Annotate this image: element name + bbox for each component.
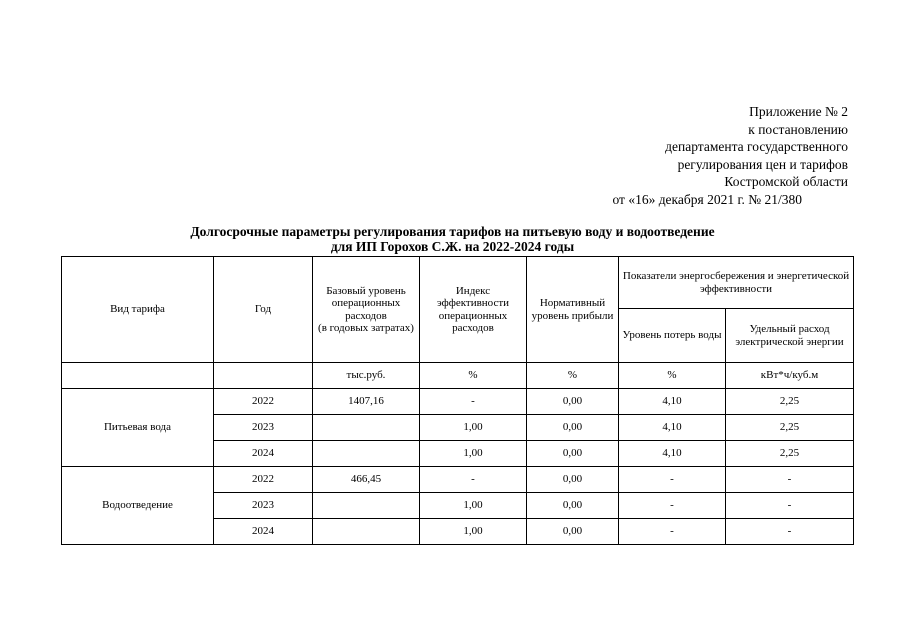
cell-water-losses: 4,10	[619, 389, 726, 415]
title-line: для ИП Горохов С.Ж. на 2022-2024 годы	[330, 239, 575, 254]
cell-profit-level: 0,00	[527, 441, 619, 467]
cell-base-level: 1407,16	[313, 389, 420, 415]
cell-efficiency-index: -	[420, 389, 527, 415]
cell-water-losses: 4,10	[619, 415, 726, 441]
unit-water-losses: %	[619, 363, 726, 389]
cell-base-level	[313, 519, 420, 545]
cell-profit-level: 0,00	[527, 389, 619, 415]
unit-base-level: тыс.руб.	[313, 363, 420, 389]
cell-efficiency-index: 1,00	[420, 415, 527, 441]
cell-water-losses: 4,10	[619, 441, 726, 467]
cell-electricity-consumption: -	[726, 467, 854, 493]
unit-efficiency-index: %	[420, 363, 527, 389]
table-row	[62, 389, 854, 415]
header-year: Год	[214, 257, 313, 363]
cell-base-level	[313, 415, 420, 441]
units-empty-cell	[62, 363, 214, 389]
group-name-wastewater: Водоотведение	[62, 467, 214, 545]
header-base-level-label: Базовый уровень операционных расходов	[326, 284, 406, 322]
cell-base-level: 466,45	[313, 467, 420, 493]
cell-efficiency-index: 1,00	[420, 519, 527, 545]
appendix-line: Приложение № 2	[749, 104, 848, 119]
cell-year: 2023	[214, 415, 313, 441]
cell-efficiency-index: -	[420, 467, 527, 493]
tariff-parameters-table	[61, 256, 854, 545]
cell-water-losses: -	[619, 519, 726, 545]
header-energy-indicators: Показатели энергосбережения и энергетической эффективности	[619, 257, 854, 309]
header-electricity-consumption: Удельный расход электрической энергии	[726, 309, 854, 363]
header-base-level	[313, 257, 420, 363]
unit-electricity-consumption: кВт*ч/куб.м	[726, 363, 854, 389]
appendix-line: департамента государственного	[665, 139, 848, 154]
appendix-line: регулирования цен и тарифов	[677, 156, 848, 172]
cell-electricity-consumption: -	[726, 519, 854, 545]
cell-electricity-consumption: -	[726, 493, 854, 519]
appendix-block	[612, 103, 848, 208]
group-name-drinking-water: Питьевая вода	[62, 389, 214, 467]
cell-year: 2022	[214, 467, 313, 493]
cell-profit-level: 0,00	[527, 415, 619, 441]
cell-year: 2024	[214, 441, 313, 467]
cell-profit-level: 0,00	[527, 493, 619, 519]
cell-electricity-consumption: 2,25	[726, 415, 854, 441]
appendix-line: Костромской области	[724, 174, 848, 189]
title-line: Долгосрочные параметры регулирования тарифов на питьевую воду и водоотведение	[190, 224, 715, 239]
header-efficiency-index: Индекс эффективности операционных расходов	[420, 257, 527, 363]
cell-year: 2024	[214, 519, 313, 545]
cell-electricity-consumption: 2,25	[726, 389, 854, 415]
cell-water-losses: -	[619, 467, 726, 493]
header-tariff-type: Вид тарифа	[62, 257, 214, 363]
cell-year: 2022	[214, 389, 313, 415]
table-row	[62, 467, 854, 493]
appendix-date-line: от «16» декабря 2021 г. № 21/380	[612, 191, 802, 207]
cell-water-losses: -	[619, 493, 726, 519]
cell-base-level	[313, 493, 420, 519]
unit-profit-level: %	[527, 363, 619, 389]
units-empty-cell	[214, 363, 313, 389]
cell-year: 2023	[214, 493, 313, 519]
cell-electricity-consumption: 2,25	[726, 441, 854, 467]
cell-profit-level: 0,00	[527, 519, 619, 545]
cell-efficiency-index: 1,00	[420, 441, 527, 467]
header-profit-level: Нормативный уровень прибыли	[527, 257, 619, 363]
header-base-level-note: (в годовых затратах)	[318, 322, 414, 334]
cell-base-level	[313, 441, 420, 467]
appendix-line: к постановлению	[748, 121, 848, 137]
header-water-losses: Уровень потерь воды	[619, 309, 726, 363]
cell-profit-level: 0,00	[527, 467, 619, 493]
cell-efficiency-index: 1,00	[420, 493, 527, 519]
document-title	[0, 224, 905, 254]
